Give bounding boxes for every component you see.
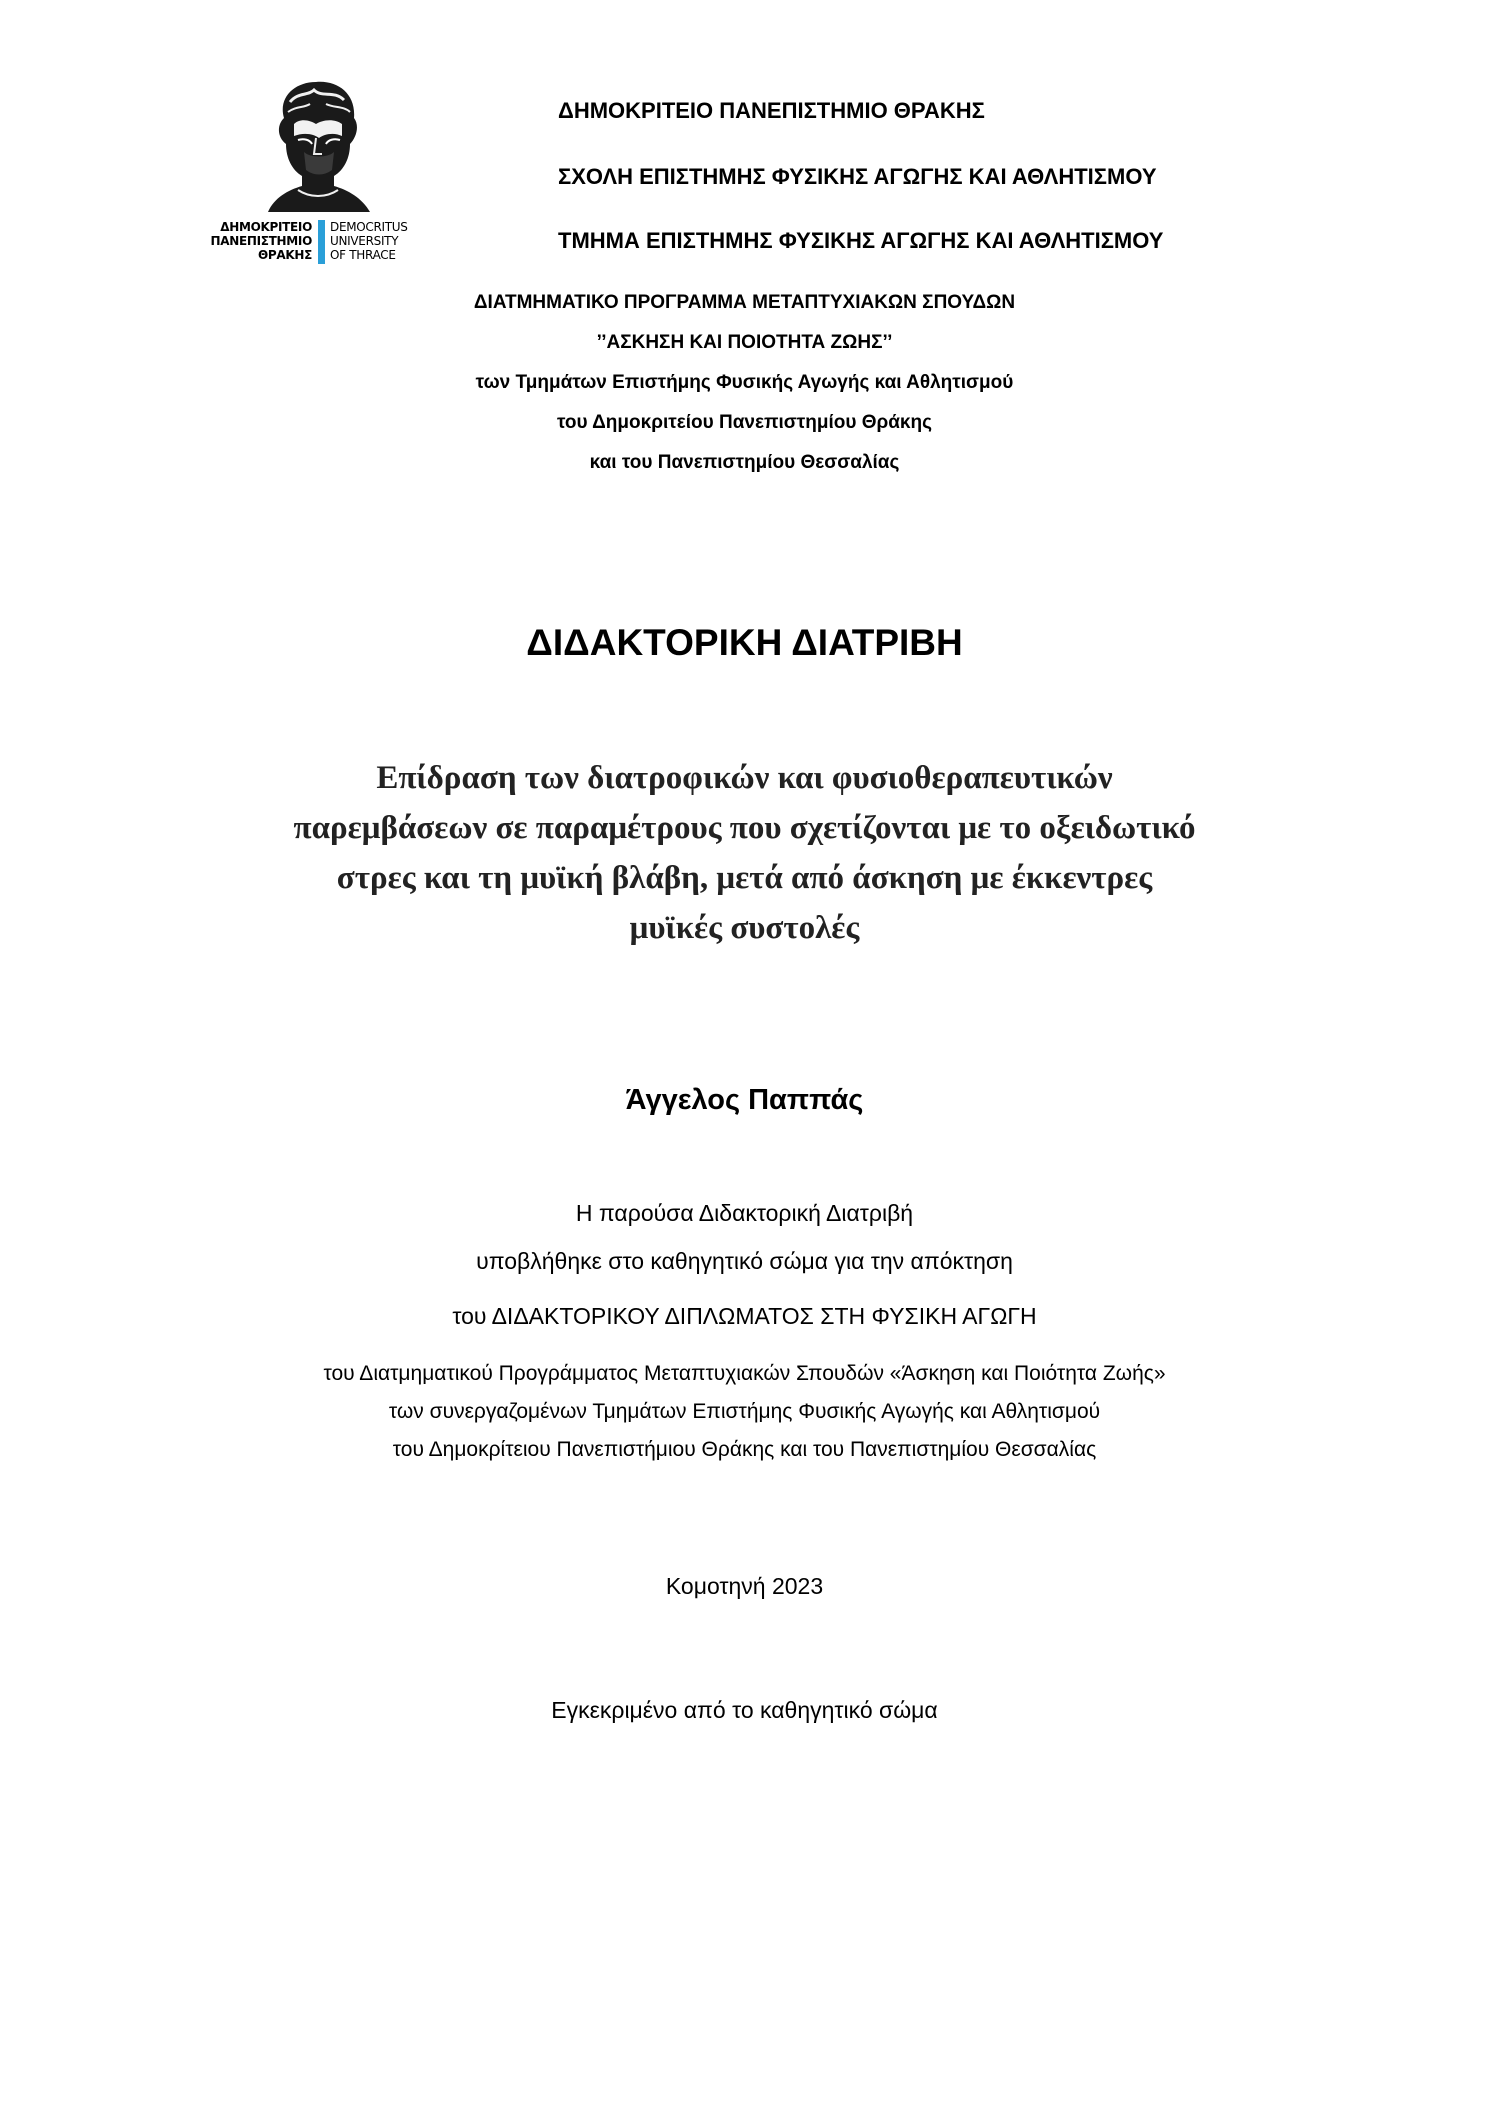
logo-en-line: UNIVERSITY — [330, 234, 399, 248]
department-name: ΤΜΗΜΑ ΕΠΙΣΤΗΜΗΣ ΦΥΣΙΚΗΣ ΑΓΩΓΗΣ ΚΑΙ ΑΘΛΗΤΙΣΜΟΥ — [558, 228, 1164, 253]
submission-line: του ΔΙΔΑΚΤΟΡΙΚΟΥ ΔΙΠΛΩΜΑΤΟΣ ΣΤΗ ΦΥΣΙΚΗ ΑΓΩΓΗ — [452, 1303, 1037, 1329]
logo-en-line: DEMOCRITUS — [330, 220, 408, 234]
logo-gr-line: ΘΡΑΚΗΣ — [257, 248, 312, 262]
logo-divider-bar — [318, 220, 325, 264]
thesis-title-line: Επίδραση των διατροφικών και φυσιοθεραπευτικών — [376, 760, 1113, 796]
author-name: Άγγελος Παππάς — [625, 1084, 864, 1116]
school-name: ΣΧΟΛΗ ΕΠΙΣΤΗΜΗΣ ΦΥΣΙΚΗΣ ΑΓΩΓΗΣ ΚΑΙ ΑΘΛΗΤΙΣΜΟΥ — [558, 164, 1157, 189]
place-date: Κομοτηνή 2023 — [665, 1573, 824, 1599]
bust-portrait-icon — [264, 78, 374, 214]
thesis-title-line: παρεμβάσεων σε παραμέτρους που σχετίζονται με το οξειδωτικό — [293, 810, 1196, 846]
thesis-title-line: στρες και τη μυϊκή βλάβη, μετά από άσκηση με έκκεντρες — [336, 860, 1153, 896]
logo-name-greek — [208, 220, 312, 262]
program-line: και του Πανεπιστημίου Θεσσαλίας — [589, 452, 900, 473]
submission-line: των συνεργαζομένων Τμημάτων Επιστήμης Φυσικής Αγωγής και Αθλητισμού — [388, 1400, 1101, 1423]
logo-en-line: OF THRACE — [330, 248, 396, 262]
university-name: ΔΗΜΟΚΡΙΤΕΙΟ ΠΑΝΕΠΙΣΤΗΜΙΟ ΘΡΑΚΗΣ — [558, 98, 985, 123]
logo-gr-line: ΔΗΜΟΚΡΙΤΕΙΟ — [220, 220, 312, 234]
program-line: του Δημοκριτείου Πανεπιστημίου Θράκης — [556, 412, 933, 433]
program-line: ’’ΑΣΚΗΣΗ ΚΑΙ ΠΟΙΟΤΗΤΑ ΖΩΗΣ’’ — [596, 332, 893, 353]
submission-line: υποβλήθηκε στο καθηγητικό σώμα για την απόκτηση — [476, 1248, 1013, 1274]
program-line: των Τμημάτων Επιστήμης Φυσικής Αγωγής και Αθλητισμού — [475, 372, 1014, 393]
thesis-type-heading: ΔΙΔΑΚΤΟΡΙΚΗ ΔΙΑΤΡΙΒΗ — [526, 622, 963, 663]
submission-line: του Διατμηματικού Προγράμματος Μεταπτυχιακών Σπουδών «Άσκηση και Ποιότητα Ζωής» — [323, 1362, 1166, 1385]
submission-line: Η παρούσα Διδακτορική Διατριβή — [575, 1200, 914, 1226]
submission-line: του Δημοκρίτειου Πανεπιστήμιου Θράκης και του Πανεπιστημίου Θεσσαλίας — [392, 1438, 1097, 1461]
university-logo — [208, 78, 428, 268]
logo-gr-line: ΠΑΝΕΠΙΣΤΗΜΙΟ — [210, 234, 312, 248]
approval-note: Εγκεκριμένο από το καθηγητικό σώμα — [551, 1697, 938, 1723]
logo-name-english — [330, 220, 430, 262]
thesis-title-line: μυϊκές συστολές — [629, 910, 860, 946]
program-line: ΔΙΑΤΜΗΜΑΤΙΚΟ ΠΡΟΓΡΑΜΜΑ ΜΕΤΑΠΤΥΧΙΑΚΩΝ ΣΠΟΥΔΩΝ — [473, 292, 1016, 313]
